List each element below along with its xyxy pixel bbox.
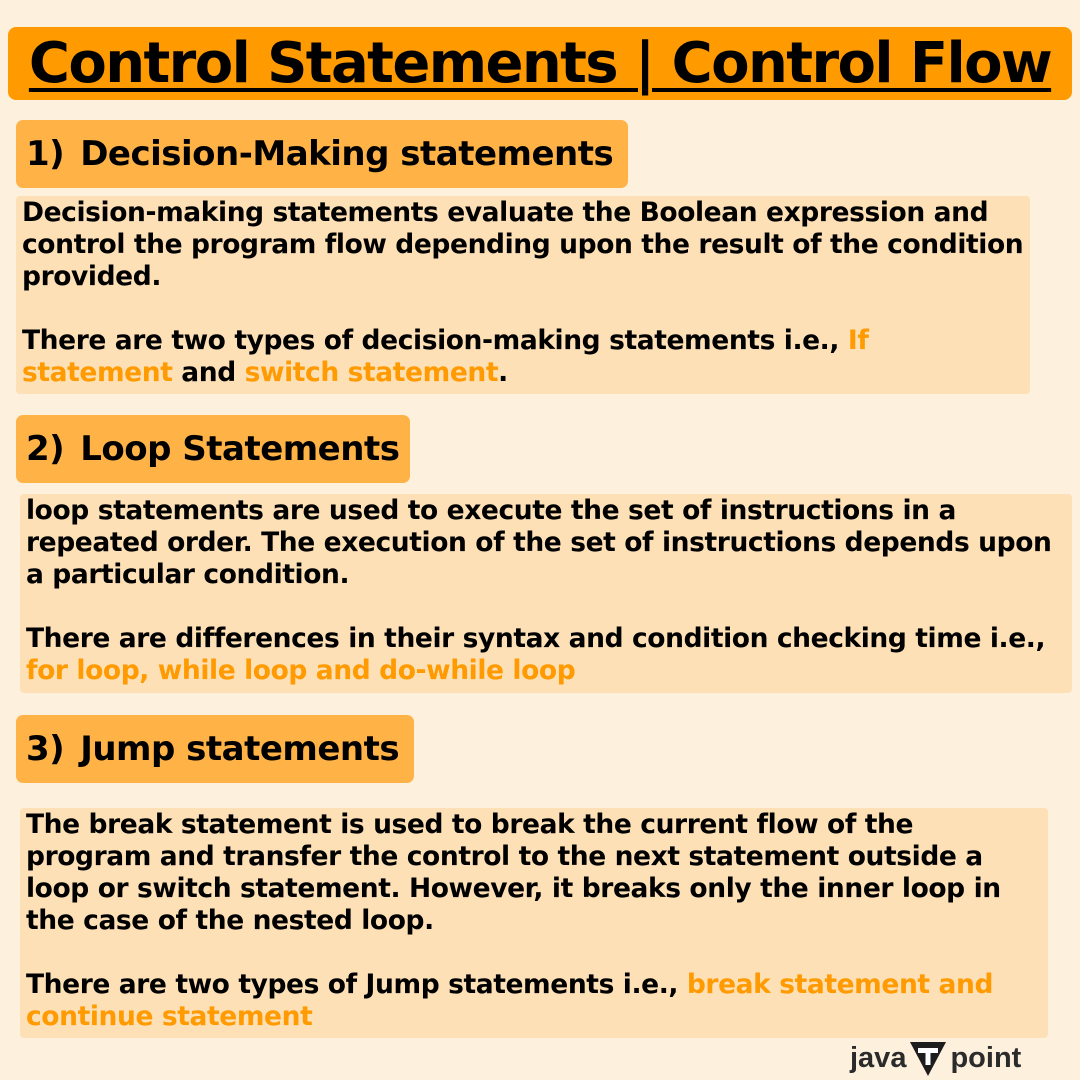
section-heading-decision-making [16,120,628,188]
section-types: There are differences in their syntax and condition checking time i.e., for loop, while loop and do-while loop [26,623,1046,686]
content-box-decision-making [16,196,1030,394]
logo-text-right: point [950,1041,1022,1074]
highlight-jump-types: break statement and continue statement [26,969,994,1032]
javatpoint-logo [850,1038,1021,1078]
javatpoint-t-logo-icon [908,1038,948,1078]
section-description: The break statement is used to break the current flow of the program and transfer the control to the next statement outside a loop or switch statement. However, it breaks only the inner loop in the case of the nested loop. [26,809,1001,936]
section-types: There are two types of decision-making statements i.e., If statement and switch statement. [22,325,869,388]
section-heading-text: Jump statements [80,729,400,769]
title-banner [8,27,1072,100]
section-heading-loop [16,415,410,483]
section-number: 3) [26,729,65,769]
content-box-jump [20,808,1048,1038]
section-heading-jump [16,715,414,783]
section-heading-text: Loop Statements [80,429,400,469]
section-number: 2) [26,429,65,469]
content-box-loop [20,494,1072,693]
page-title: Control Statements | Control Flow [28,30,1052,96]
section-description: Decision-making statements evaluate the Boolean expression and control the program flow depending upon the result of the condition provided. [22,197,1024,292]
highlight-if-statement: If statement [22,325,869,388]
highlight-loop-types: for loop, while loop and do-while loop [26,655,576,686]
section-heading-text: Decision-Making statements [80,134,614,174]
section-description: loop statements are used to execute the set of instructions in a repeated order. The execution of the set of instructions depends upon a particular condition. [26,495,1052,590]
section-types: There are two types of Jump statements i.e., break statement and continue statement [26,969,994,1032]
logo-text-left: java [850,1041,907,1074]
section-number: 1) [26,134,65,174]
highlight-switch-statement: switch statement [244,357,499,388]
